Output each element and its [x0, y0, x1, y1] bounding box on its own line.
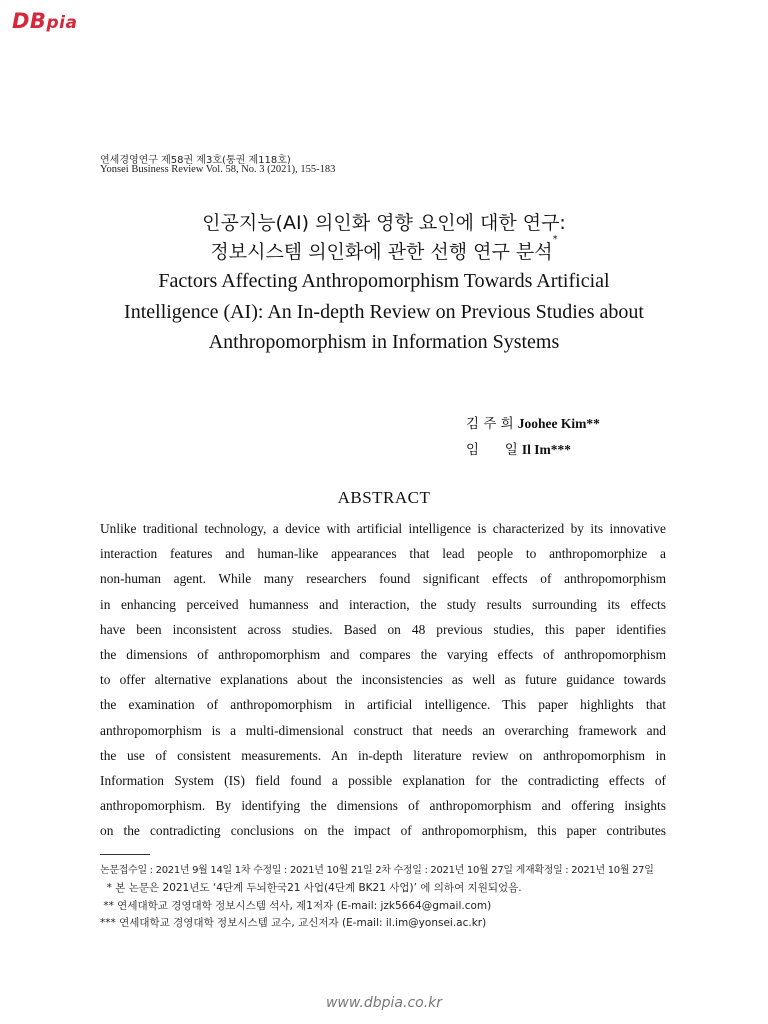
title-korean-line2-text: 정보시스템 의인화에 관한 선행 연구 분석 [210, 241, 553, 263]
abstract-line: to offer alternative explanations about the inconsistencies as well as future guidance towards [100, 672, 666, 688]
abstract-line: Unlike traditional technology, a device with artificial intelligence is characterized by its innovative [100, 521, 666, 536]
logo-text-pia: pia [46, 13, 78, 33]
abstract-body [100, 516, 666, 843]
author-1 [466, 412, 600, 433]
journal-info-english: Yonsei Business Review Vol. 58, No. 3 (2021), 155-183 [100, 164, 336, 175]
abstract-heading: ABSTRACT [337, 488, 431, 507]
abstract-line: have been inconsistent across studies. Based on 48 previous studies, this paper identifies [100, 621, 666, 637]
abstract-line: on the contradicting conclusions on the impact of anthropomorphism, this paper contributes [100, 823, 666, 839]
title-english-line1: Factors Affecting Anthropomorphism Towards Artificial [158, 270, 610, 292]
abstract-line: interaction features and human-like appearances that lead people to anthropomorphize a [100, 546, 666, 562]
title-korean-line2 [0, 234, 768, 264]
title-english-line2: Intelligence (AI): An In-depth Review on Previous Studies about [124, 301, 644, 323]
author-1-english-name: Joohee Kim** [517, 416, 600, 431]
title-english-line3: Anthropomorphism in Information Systems [208, 331, 560, 353]
dbpia-logo [12, 9, 77, 33]
title-footnote-mark: * [552, 234, 558, 245]
abstract-line: non-human agent. While many researchers found significant effects of anthropomorphism [100, 571, 666, 587]
author-2-english-name: Il Im*** [521, 442, 571, 457]
logo-text-db: DB [12, 9, 47, 33]
abstract-line: anthropomorphism is a multi-dimensional construct that needs an overarching framework and [100, 722, 666, 738]
footnote-funding: * 본 논문은 2021년도 ‘4단계 두뇌한국21 사업(4단계 BK21 사업)’ 에 의하여 지원되었음. [100, 882, 522, 894]
footnote-author-2: *** 연세대학교 경영대학 정보시스템 교수, 교신저자 (E-mail: il.im@yonsei.ac.kr) [100, 917, 487, 929]
abstract-line: the examination of anthropomorphism in artificial intelligence. This paper highlights that [100, 697, 666, 713]
author-1-korean-name: 김 주 희 [466, 416, 514, 432]
footnote-author-1: ** 연세대학교 경영대학 정보시스템 석사, 제1저자 (E-mail: jzk5664@gmail.com) [100, 900, 492, 912]
abstract-line: Information System (IS) field found a possible explanation for the contradicting effects of [100, 772, 666, 788]
footnote-dates: 논문접수일 : 2021년 9월 14일 1차 수정일 : 2021년 10월 21일 2차 수정일 : 2021년 10월 27일 게재확정일 : 2021년 10월 27일 [100, 865, 654, 876]
footnote-divider [100, 854, 150, 855]
abstract-line: the dimensions of anthropomorphism and compares the varying effects of anthropomorphism [100, 646, 666, 662]
abstract-line: anthropomorphism. By identifying the dimensions of anthropomorphism and offering insights [100, 798, 666, 814]
abstract-line: in enhancing perceived humanness and interaction, the study results surrounding its effects [100, 596, 666, 612]
title-korean-line1: 인공지능(AI) 의인화 영향 요인에 대한 연구: [202, 212, 566, 234]
author-2 [466, 438, 571, 459]
author-2-korean-name: 임 일 [466, 442, 518, 458]
footer-url[interactable]: www.dbpia.co.kr [325, 995, 443, 1011]
abstract-line: the use of consistent measurements. An in-depth literature review on anthropomorphism in [100, 747, 666, 763]
journal-info-korean: 연세경영연구 제58권 제3호(통권 제118호) [100, 155, 291, 166]
